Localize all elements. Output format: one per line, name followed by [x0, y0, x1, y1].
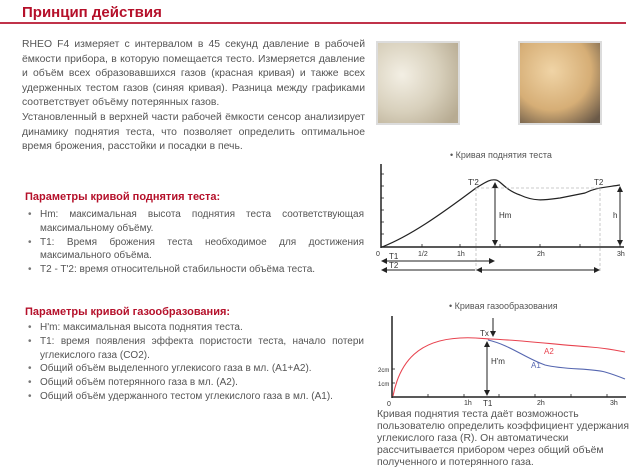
t2-bottom-label: T2: [389, 261, 399, 270]
chart2-title: • Кривая газообразования: [449, 301, 558, 311]
tick-label: 2h: [537, 400, 545, 407]
retention-note: Кривая поднятия теста даёт возможность пользователю определить коэффициент удержания углекислого газа (R). Он автоматически рассчитывается прибором через общий объём полученного и потерянного газа.: [377, 409, 629, 468]
a1-curve: [488, 340, 625, 379]
h-label: h: [613, 211, 618, 220]
t2-prime-label: T'2: [468, 178, 479, 187]
tick-label: 2h: [537, 251, 545, 258]
hm-prime-label: H'm: [491, 357, 505, 366]
gas-chart: [378, 316, 626, 408]
list-item: • T1: время появления эффекта пористости теста, начало потери углекислого газа (CO2).: [28, 335, 364, 363]
rise-params-heading: Параметры кривой поднятия теста:: [25, 191, 221, 203]
list-item: • Общий объём удержанного тестом углекислого газа в мл. (A1).: [28, 390, 364, 404]
intro-paragraph: RHEO F4 измеряет с интервалом в 45 секунд давление в рабочей ёмкости прибора, в которую помещается тесто. Измеряется давление и объём всех образовавшихся газов (красная кривая) и также всех удерженных тестом газов (синяя кривая). Разница между графиками соответствует объёму потерянных газов.: [22, 39, 365, 109]
tick-label: 3h: [617, 251, 625, 258]
page-title: Принцип действия: [22, 4, 162, 21]
gas-params-heading: Параметры кривой газообразования:: [25, 306, 231, 318]
tick-label: 0: [387, 401, 391, 408]
intro-paragraph: Установленный в верхней части рабочей ёмкости сенсор анализирует динамику поднятия теста, что позволяет определить оптимальное время брожения, расстойки и посадки в печь.: [22, 111, 365, 153]
tick-label: 0: [376, 251, 380, 258]
t2-label: T2: [594, 178, 604, 187]
a2-label: A2: [544, 347, 554, 356]
t1-label: T1: [483, 399, 493, 408]
y-tick-label: 1cm: [378, 382, 390, 388]
list-item: • T2 - T'2: время относительной стабильности объёма теста.: [28, 263, 364, 277]
a1-label: A1: [531, 361, 541, 370]
list-item: • T1: Время брожения теста необходимое для достижения максимального объёма.: [28, 236, 364, 264]
list-item: • Hm: максимальная высота поднятия теста соответствующая максимальному объёму.: [28, 208, 364, 236]
tick-label: 1h: [464, 400, 472, 407]
hm-label: Hm: [499, 211, 512, 220]
t1-label: T1: [389, 252, 399, 261]
chart1-title: • Кривая поднятия теста: [450, 150, 552, 160]
tx-label: Tx: [480, 329, 489, 338]
list-item: • Общий объём потерянного газа в мл. (A2).: [28, 376, 364, 390]
a2-curve: [393, 338, 625, 396]
y-tick-label: 2cm: [378, 368, 390, 374]
tick-label: 3h: [610, 400, 618, 407]
list-item: • Общий объём выделенного углекисого газа в мл. (A1+A2).: [28, 362, 364, 376]
tick-label: 1h: [457, 251, 465, 258]
list-item: • H'm: максимальная высота поднятия теста.: [28, 321, 364, 335]
tick-label: 1/2: [418, 251, 428, 258]
rise-chart: [376, 164, 625, 272]
